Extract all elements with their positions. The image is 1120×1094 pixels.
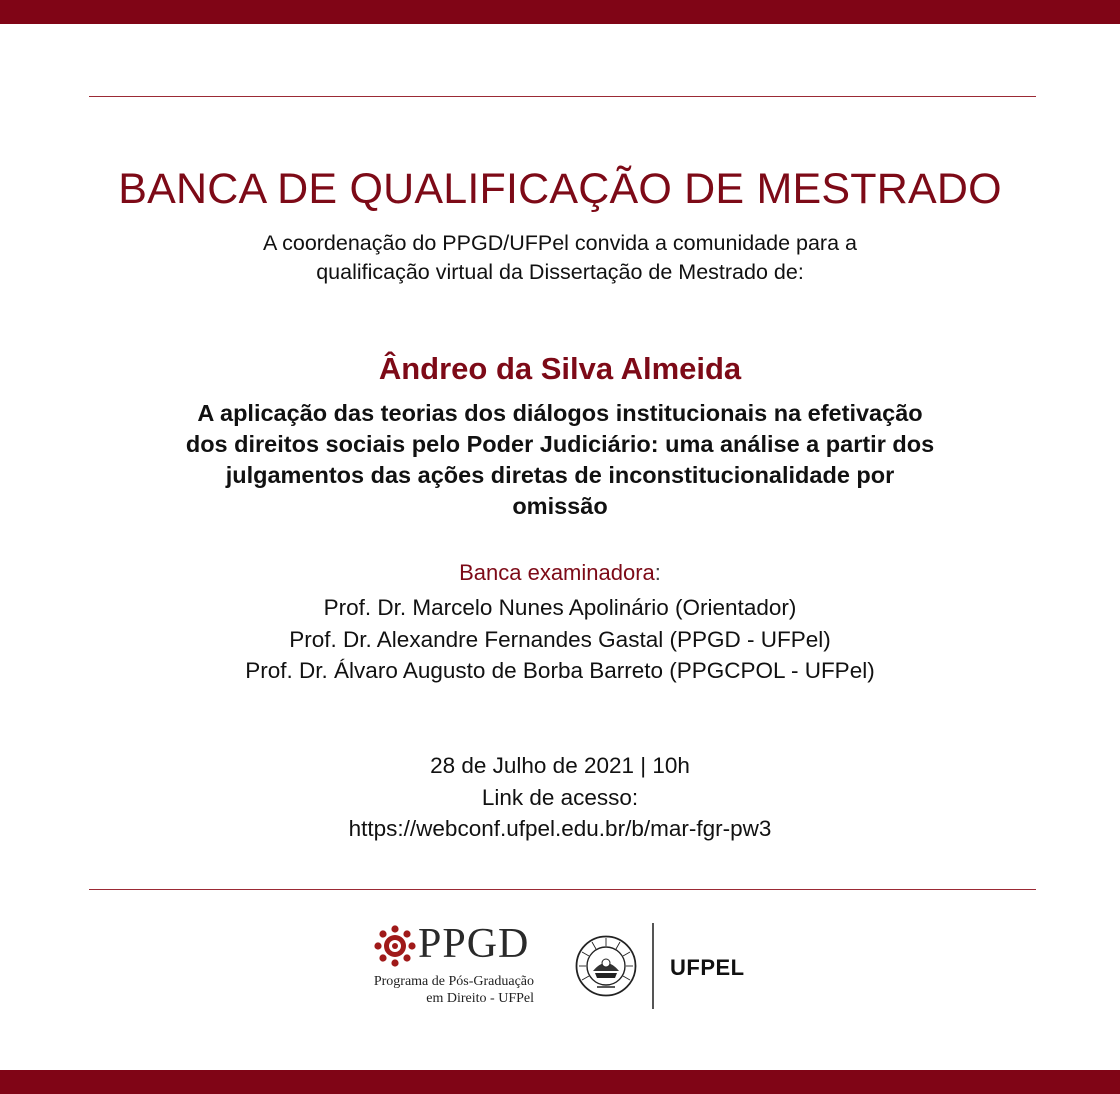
committee-heading-colon: : bbox=[654, 560, 661, 585]
university-seal-icon bbox=[575, 935, 637, 997]
thesis-line: dos direitos sociais pelo Poder Judiciário: uma análise a partir dos bbox=[185, 431, 935, 457]
ppgd-subtitle-line: Programa de Pós-Graduação bbox=[373, 974, 534, 989]
thesis-line: omissão bbox=[512, 493, 608, 519]
committee-heading-label: Banca examinadora bbox=[459, 560, 655, 585]
top-divider bbox=[89, 96, 1036, 97]
ppgd-wordmark: PPGD bbox=[418, 921, 530, 967]
intro-text bbox=[0, 229, 1120, 287]
logo-strip bbox=[0, 915, 1120, 1015]
committee-member: Prof. Dr. Marcelo Nunes Apolinário (Orientador) bbox=[323, 595, 797, 620]
bottom-band bbox=[0, 1070, 1120, 1094]
ppgd-logo bbox=[371, 921, 541, 1011]
top-band bbox=[0, 0, 1120, 24]
event-date-time: 28 de Julho de 2021 | 10h bbox=[430, 753, 690, 778]
ufpel-wordmark: UFPEL bbox=[670, 955, 745, 980]
thesis-title bbox=[120, 398, 1000, 522]
ppgd-subtitle-line: em Direito - UFPel bbox=[426, 991, 534, 1006]
ppgd-subtitle bbox=[371, 973, 534, 1007]
committee-member: Prof. Dr. Alexandre Fernandes Gastal (PPGD - UFPel) bbox=[289, 626, 831, 652]
ppgd-rosette-icon bbox=[374, 925, 416, 967]
event-link-url[interactable]: https://webconf.ufpel.edu.br/b/mar-fgr-pw3 bbox=[348, 816, 772, 841]
thesis-line: A aplicação das teorias dos diálogos institucionais na efetivação bbox=[197, 400, 923, 426]
event-info bbox=[0, 750, 1120, 845]
intro-line-2: qualificação virtual da Dissertação de Mestrado de: bbox=[316, 260, 804, 284]
candidate-name: Ândreo da Silva Almeida bbox=[378, 351, 742, 386]
committee-list bbox=[0, 592, 1120, 687]
logo-separator bbox=[652, 923, 654, 1009]
committee-member: Prof. Dr. Álvaro Augusto de Borba Barreto (PPGCPOL - UFPel) bbox=[245, 658, 875, 683]
event-link-label: Link de acesso: bbox=[481, 784, 639, 810]
page-title: BANCA DE QUALIFICAÇÃO DE MESTRADO bbox=[118, 165, 1002, 213]
intro-line-1: A coordenação do PPGD/UFPel convida a comunidade para a bbox=[262, 231, 857, 255]
committee-heading bbox=[0, 558, 1120, 588]
bottom-divider bbox=[89, 889, 1036, 890]
thesis-line: julgamentos das ações diretas de inconstitucionalidade por bbox=[225, 462, 895, 488]
